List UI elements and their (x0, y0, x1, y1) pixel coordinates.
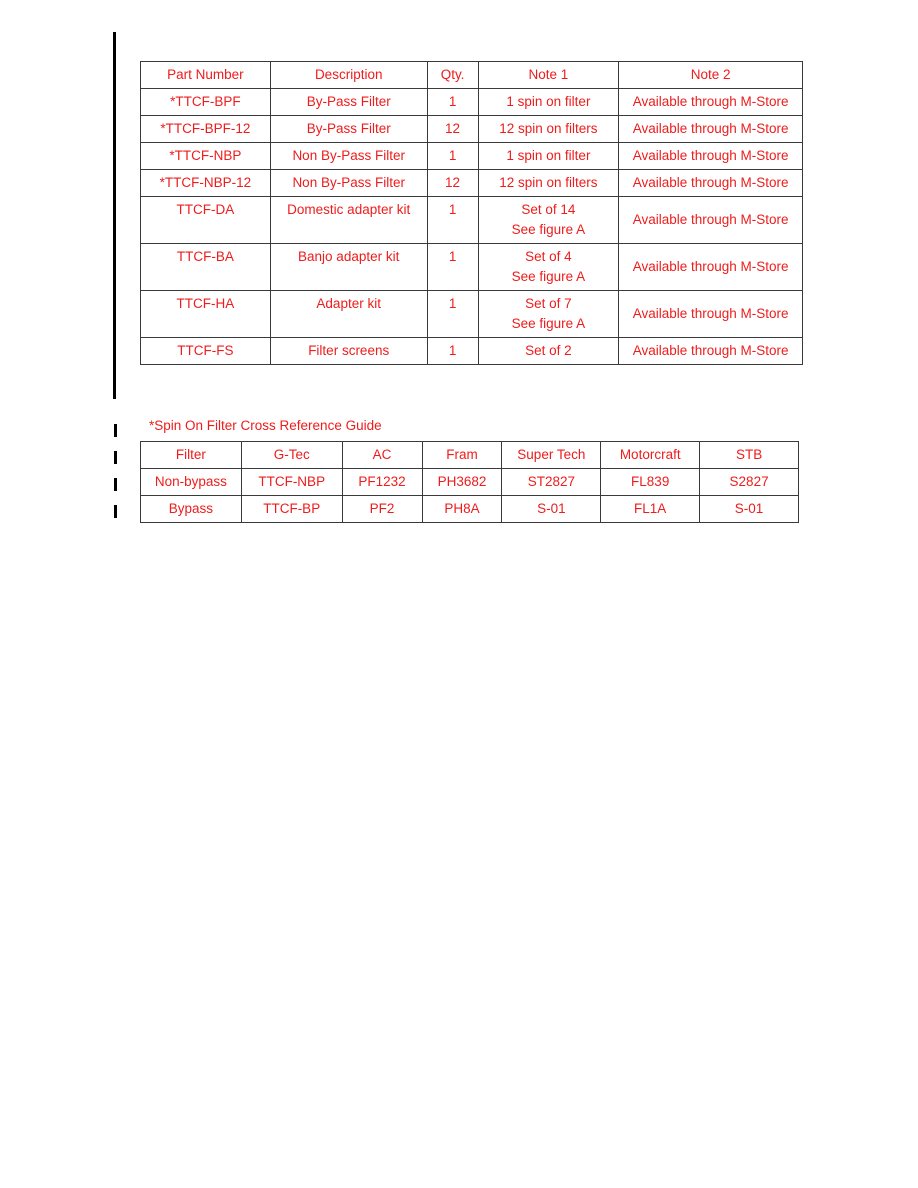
description: Non By-Pass Filter (270, 170, 427, 197)
note-1: 12 spin on filters (478, 170, 619, 197)
note-2: Available through M-Store (619, 338, 803, 365)
column-header: Filter (141, 442, 242, 469)
table-row (141, 143, 803, 170)
table-cell: ST2827 (502, 469, 601, 496)
note-1-line: See figure A (511, 316, 586, 331)
cross-reference-title: *Spin On Filter Cross Reference Guide (149, 418, 382, 433)
note-1: 1 spin on filter (478, 143, 619, 170)
table-row (141, 338, 803, 365)
part-number: TTCF-HA (141, 291, 271, 338)
revision-bar-mark (114, 424, 117, 437)
part-number: *TTCF-BPF-12 (141, 116, 271, 143)
note-2: Available through M-Store (619, 170, 803, 197)
note-2: Available through M-Store (619, 116, 803, 143)
note-1-line: Set of 4 (525, 249, 572, 264)
note-2: Available through M-Store (619, 143, 803, 170)
column-header: AC (342, 442, 422, 469)
table-header-row (141, 442, 799, 469)
note-2: Available through M-Store (619, 197, 803, 244)
note-1-line: See figure A (511, 269, 586, 284)
quantity: 1 (427, 197, 478, 244)
column-header: Qty. (427, 62, 478, 89)
table-row (141, 291, 803, 338)
note-1 (478, 291, 619, 338)
revision-bar (113, 32, 116, 399)
description: Non By-Pass Filter (270, 143, 427, 170)
table-cell: Non-bypass (141, 469, 242, 496)
column-header: Motorcraft (601, 442, 700, 469)
quantity: 1 (427, 143, 478, 170)
description: Adapter kit (270, 291, 427, 338)
quantity: 12 (427, 116, 478, 143)
column-header: Note 2 (619, 62, 803, 89)
part-number: *TTCF-BPF (141, 89, 271, 116)
note-1-line: See figure A (511, 222, 586, 237)
column-header: G-Tec (241, 442, 342, 469)
column-header: STB (700, 442, 799, 469)
note-1: 1 spin on filter (478, 89, 619, 116)
table-cell: PH3682 (422, 469, 502, 496)
table-cell: S2827 (700, 469, 799, 496)
table-header-row (141, 62, 803, 89)
note-1 (478, 197, 619, 244)
parts-table (140, 61, 803, 365)
description: Domestic adapter kit (270, 197, 427, 244)
table-row (141, 244, 803, 291)
description: Banjo adapter kit (270, 244, 427, 291)
part-number: *TTCF-NBP (141, 143, 271, 170)
column-header: Note 1 (478, 62, 619, 89)
note-1: Set of 2 (478, 338, 619, 365)
column-header: Description (270, 62, 427, 89)
table-cell: TTCF-BP (241, 496, 342, 523)
table-row (141, 170, 803, 197)
table-cell: PF2 (342, 496, 422, 523)
table-row (141, 496, 799, 523)
quantity: 1 (427, 291, 478, 338)
column-header: Super Tech (502, 442, 601, 469)
quantity: 1 (427, 338, 478, 365)
cross-reference-table (140, 441, 799, 523)
part-number: *TTCF-NBP-12 (141, 170, 271, 197)
column-header: Part Number (141, 62, 271, 89)
part-number: TTCF-FS (141, 338, 271, 365)
quantity: 12 (427, 170, 478, 197)
note-1-line: Set of 7 (525, 296, 572, 311)
part-number: TTCF-DA (141, 197, 271, 244)
description: Filter screens (270, 338, 427, 365)
note-1-line: Set of 14 (521, 202, 576, 217)
quantity: 1 (427, 89, 478, 116)
column-header: Fram (422, 442, 502, 469)
note-2: Available through M-Store (619, 291, 803, 338)
description: By-Pass Filter (270, 116, 427, 143)
revision-bar-mark (114, 505, 117, 518)
note-1: 12 spin on filters (478, 116, 619, 143)
table-cell: PH8A (422, 496, 502, 523)
table-row (141, 116, 803, 143)
note-1 (478, 244, 619, 291)
table-cell: S-01 (700, 496, 799, 523)
description: By-Pass Filter (270, 89, 427, 116)
table-cell: FL1A (601, 496, 700, 523)
table-cell: S-01 (502, 496, 601, 523)
revision-bar-mark (114, 451, 117, 464)
table-row (141, 469, 799, 496)
table-cell: FL839 (601, 469, 700, 496)
note-2: Available through M-Store (619, 244, 803, 291)
table-cell: TTCF-NBP (241, 469, 342, 496)
note-2: Available through M-Store (619, 89, 803, 116)
quantity: 1 (427, 244, 478, 291)
part-number: TTCF-BA (141, 244, 271, 291)
table-cell: Bypass (141, 496, 242, 523)
revision-bar-mark (114, 478, 117, 491)
table-row (141, 197, 803, 244)
table-row (141, 89, 803, 116)
table-cell: PF1232 (342, 469, 422, 496)
